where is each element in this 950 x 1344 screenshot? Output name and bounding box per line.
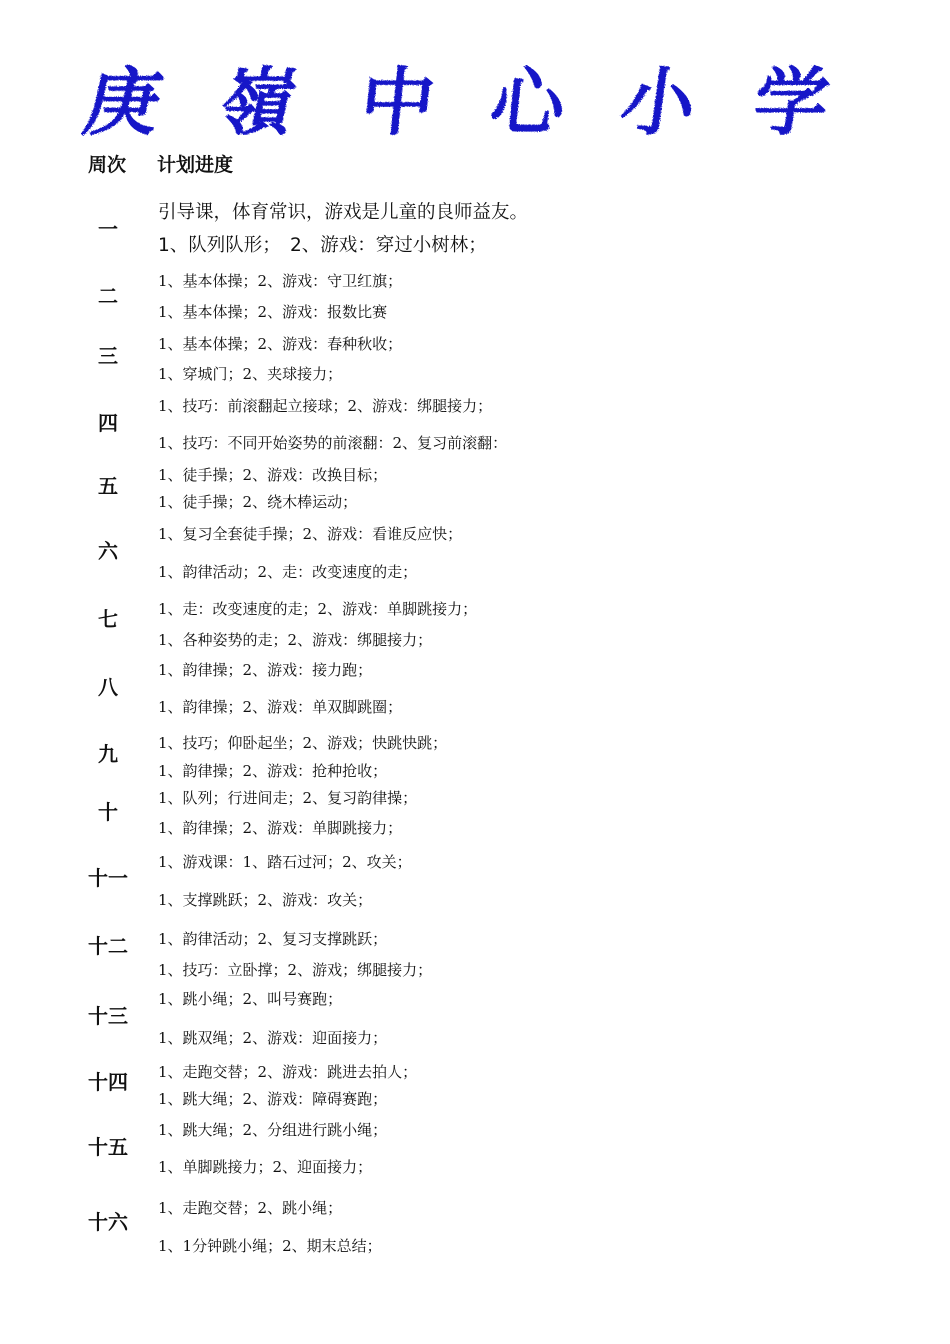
plan-line: 1、队列；行进间走；2、复习韵律操； — [158, 789, 418, 807]
plan-line: 1、队列队形； 2、游戏：穿过小树林； — [158, 235, 487, 256]
plan-line: 1、韵律操；2、游戏：单脚跳接力； — [158, 819, 403, 837]
week-label: 一 — [98, 217, 118, 241]
plan-line: 1、技巧：不同开始姿势的前滚翻：2、复习前滚翻： — [158, 434, 508, 452]
plan-line: 1、韵律操；2、游戏：单双脚跳圈； — [158, 698, 403, 716]
plan-line: 1、跳大绳；2、分组进行跳小绳； — [158, 1121, 388, 1139]
plan-column-header: 计划进度 — [157, 154, 234, 176]
week-label: 六 — [98, 539, 118, 563]
school-name-logo — [77, 58, 860, 146]
week-label: 十四 — [88, 1070, 128, 1094]
banner-char-1: 庚 — [77, 58, 170, 146]
week-label: 十六 — [88, 1210, 128, 1234]
banner-char-5: 小 — [615, 58, 702, 146]
week-label: 十二 — [88, 934, 128, 958]
week-label: 十一 — [88, 866, 128, 890]
plan-line: 1、穿城门；2、夹球接力； — [158, 365, 343, 383]
plan-line: 1、韵律活动；2、复习支撑跳跃； — [158, 930, 388, 948]
week-label: 五 — [98, 474, 118, 498]
plan-line: 1、各种姿势的走；2、游戏：绑腿接力； — [158, 631, 433, 649]
plan-line: 1、基本体操；2、游戏：守卫红旗； — [158, 272, 403, 290]
banner-char-2: 嶺 — [212, 58, 305, 146]
week-label: 十 — [98, 800, 118, 824]
plan-line: 1、走跑交替；2、游戏：跳进去拍人； — [158, 1063, 418, 1081]
week-label: 十三 — [88, 1004, 128, 1028]
plan-line: 1、技巧：立卧撑；2、游戏；绑腿接力； — [158, 961, 433, 979]
week-label: 七 — [98, 607, 118, 631]
plan-line: 1、技巧；仰卧起坐；2、游戏；快跳快跳； — [158, 734, 448, 752]
plan-line: 1、跳大绳；2、游戏：障碍赛跑； — [158, 1090, 388, 1108]
plan-line: 1、徒手操；2、绕木棒运动； — [158, 493, 358, 511]
plan-line: 1、单脚跳接力；2、迎面接力； — [158, 1158, 373, 1176]
banner-char-4: 心 — [486, 59, 570, 146]
plan-line: 引导课，体育常识，游戏是儿童的良师益友。 — [158, 202, 529, 223]
week-column-header: 周次 — [88, 154, 127, 176]
week-label: 八 — [98, 675, 118, 699]
week-label: 十五 — [88, 1135, 128, 1159]
plan-line: 1、走跑交替；2、跳小绳； — [158, 1199, 343, 1217]
plan-line: 1、跳双绳；2、游戏：迎面接力； — [158, 1029, 388, 1047]
plan-line: 1、1分钟跳小绳；2、期末总结； — [158, 1237, 382, 1255]
plan-line: 1、韵律操；2、游戏：接力跑； — [158, 661, 373, 679]
plan-line: 1、徒手操；2、游戏：改换目标； — [158, 466, 388, 484]
plan-line: 1、韵律活动；2、走：改变速度的走； — [158, 563, 418, 581]
plan-line: 1、技巧：前滚翻起立接球；2、游戏：绑腿接力； — [158, 397, 493, 415]
plan-line: 1、游戏课：1、踏石过河；2、攻关； — [158, 853, 412, 871]
school-name-banner — [77, 58, 860, 146]
week-label: 四 — [98, 411, 118, 435]
week-label: 二 — [98, 284, 118, 308]
plan-line: 1、走：改变速度的走；2、游戏：单脚跳接力； — [158, 600, 478, 618]
week-label: 九 — [98, 742, 118, 766]
plan-line: 1、复习全套徒手操；2、游戏：看谁反应快； — [158, 525, 463, 543]
banner-char-3: 中 — [356, 59, 440, 146]
plan-line: 1、基本体操；2、游戏：春种秋收； — [158, 335, 403, 353]
banner-char-6: 学 — [748, 58, 835, 146]
plan-line: 1、基本体操；2、游戏：报数比赛 — [158, 303, 388, 321]
plan-line: 1、韵律操；2、游戏：抢种抢收； — [158, 762, 388, 780]
week-label: 三 — [98, 344, 118, 368]
plan-line: 1、跳小绳；2、叫号赛跑； — [158, 990, 343, 1008]
plan-line: 1、支撑跳跃；2、游戏：攻关； — [158, 891, 373, 909]
